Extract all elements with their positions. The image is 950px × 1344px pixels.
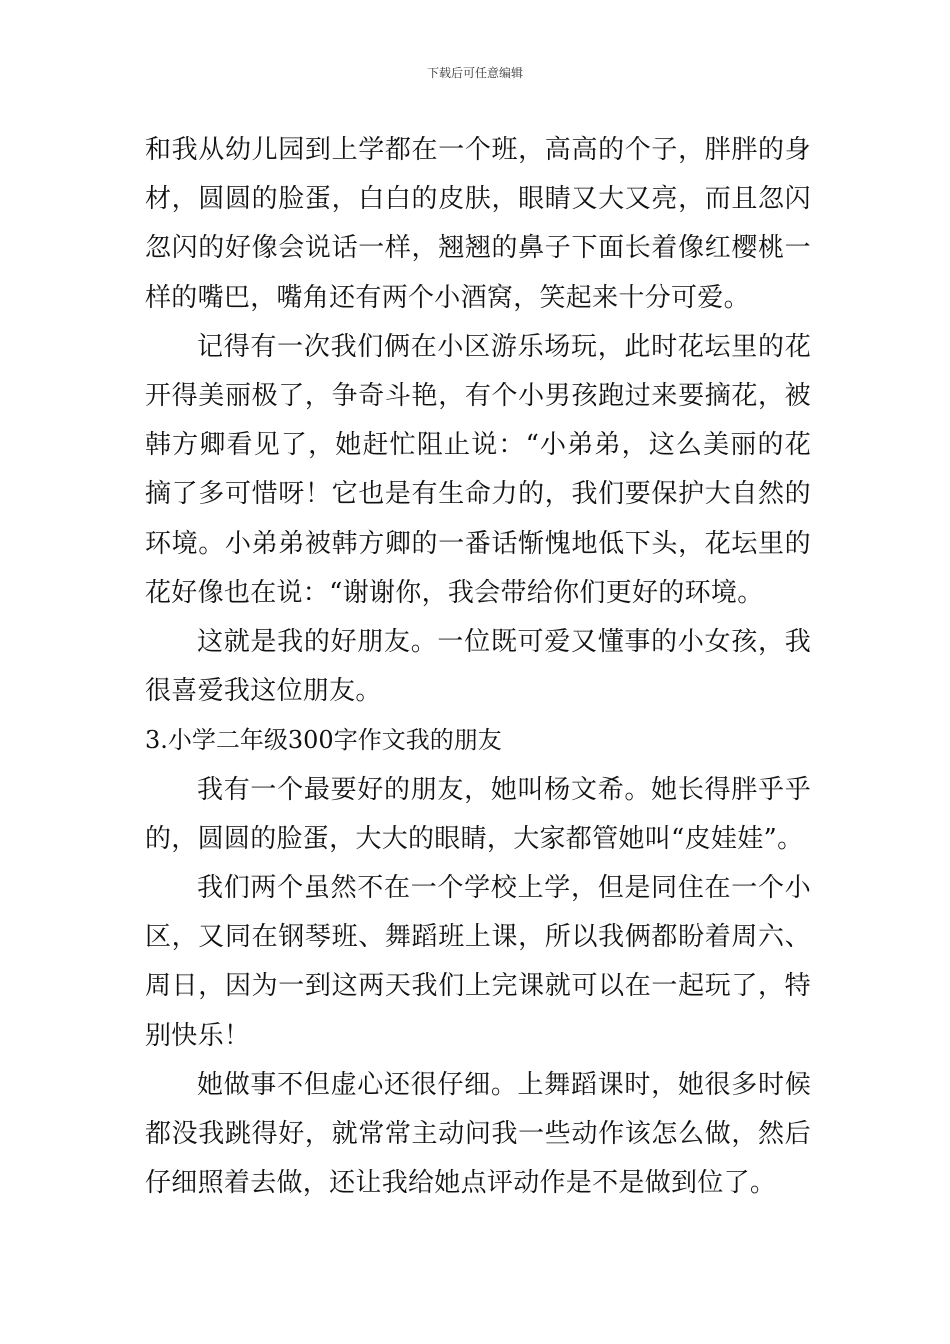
paragraph: 这就是我的好朋友。一位既可爱又懂事的小女孩，我很喜爱我这位朋友。: [145, 627, 811, 707]
paragraph: 我们两个虽然不在一个学校上学，但是同住在一个小区，又同在钢琴班、舞蹈班上课，所以我俩都盼着周六、周日，因为一到这两天我们上完课就可以在一起玩了，特别快乐！: [145, 873, 811, 1051]
paragraph: 她做事不但虚心还很仔细。上舞蹈课时，她很多时候都没我跳得好，就常常主动问我一些动作该怎么做，然后仔细照着去做，还让我给她点评动作是不是做到位了。: [145, 1069, 811, 1199]
paragraph-continuation: 和我从幼儿园到上学都在一个班，高高的个子，胖胖的身材，圆圆的脸蛋，白白的皮肤，眼睛又大又亮，而且忽闪忽闪的好像会说话一样，翘翘的鼻子下面长着像红樱桃一样的嘴巴，嘴角还有两个小酒窝，笑起来十分可爱。: [145, 135, 811, 313]
document-body: [145, 126, 811, 1208]
page-header: 下载后可任意编辑: [426, 66, 523, 80]
paragraph: 我有一个最要好的朋友，她叫杨文希。她长得胖乎乎的，圆圆的脸蛋，大大的眼睛，大家都管她叫“皮娃娃”。: [145, 774, 811, 854]
section-heading: 3.小学二年级300字作文我的朋友: [145, 726, 502, 755]
paragraph: 记得有一次我们俩在小区游乐场玩，此时花坛里的花开得美丽极了，争奇斗艳，有个小男孩跑过来要摘花，被韩方卿看见了，她赶忙阻止说：“小弟弟，这么美丽的花摘了多可惜呀！它也是有生命力的，我们要保护大自然的环境。小弟弟被韩方卿的一番话惭愧地低下头，花坛里的花好像也在说：“谢谢你，我会带给你们更好的环境。: [145, 331, 811, 608]
